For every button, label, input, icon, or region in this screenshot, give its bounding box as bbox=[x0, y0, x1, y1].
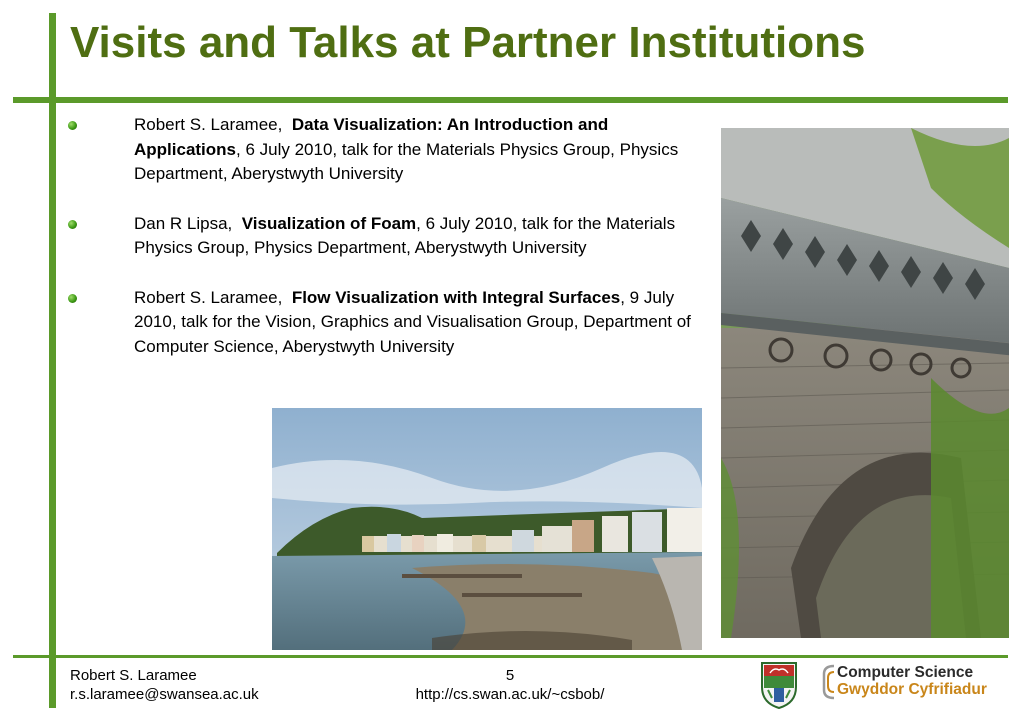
talk-author: Robert S. Laramee, bbox=[134, 115, 283, 134]
bridge-photo bbox=[721, 128, 1009, 638]
footer-center bbox=[360, 666, 660, 704]
talk-details: , 6 July 2010, talk for the Materials Physics Group, Physics Department, Aberystwyth University bbox=[134, 139, 679, 183]
talk-title: Visualization of Foam bbox=[241, 213, 417, 233]
footer-email: r.s.laramee@swansea.ac.uk bbox=[70, 686, 259, 703]
list-item bbox=[66, 212, 716, 261]
talk-list bbox=[66, 113, 716, 384]
talk-author: Dan R Lipsa, bbox=[134, 213, 233, 233]
logo-text-welsh: Gwyddor Cyfrifiadur bbox=[837, 681, 987, 698]
seafront-photo bbox=[272, 408, 702, 650]
page-number: 5 bbox=[505, 667, 515, 684]
list-item bbox=[66, 113, 716, 187]
footer-divider bbox=[13, 655, 1008, 658]
footer-url: http://cs.swan.ac.uk/~csbob/ bbox=[415, 686, 605, 703]
logo-mark-icon bbox=[822, 664, 836, 700]
logo-text-english: Computer Science bbox=[837, 664, 974, 681]
talk-title: Flow Visualization with Integral Surfaces bbox=[291, 287, 621, 307]
bullet-dot-icon bbox=[68, 220, 77, 229]
bullet-dot-icon bbox=[68, 294, 77, 303]
bullet-dot-icon bbox=[68, 121, 77, 130]
slide-title: Visits and Talks at Partner Institutions bbox=[70, 18, 866, 67]
university-crest-icon bbox=[760, 661, 798, 709]
vertical-accent-line bbox=[49, 13, 56, 708]
talk-title: Data Visualization: An Introduction and Applications bbox=[134, 115, 609, 159]
footer-author bbox=[70, 666, 259, 704]
talk-author: Robert S. Laramee, bbox=[134, 287, 283, 307]
list-item bbox=[66, 286, 716, 360]
talk-details: , 9 July 2010, talk for the Vision, Graphics and Visualisation Group, Department of Computer Science, Aberystwyth University bbox=[134, 287, 691, 356]
footer-name: Robert S. Laramee bbox=[70, 667, 197, 684]
title-underline bbox=[13, 97, 1008, 103]
talk-details: , 6 July 2010, talk for the Materials Physics Group, Physics Department, Aberystwyth University bbox=[134, 213, 676, 257]
computer-science-logo bbox=[822, 662, 1007, 702]
